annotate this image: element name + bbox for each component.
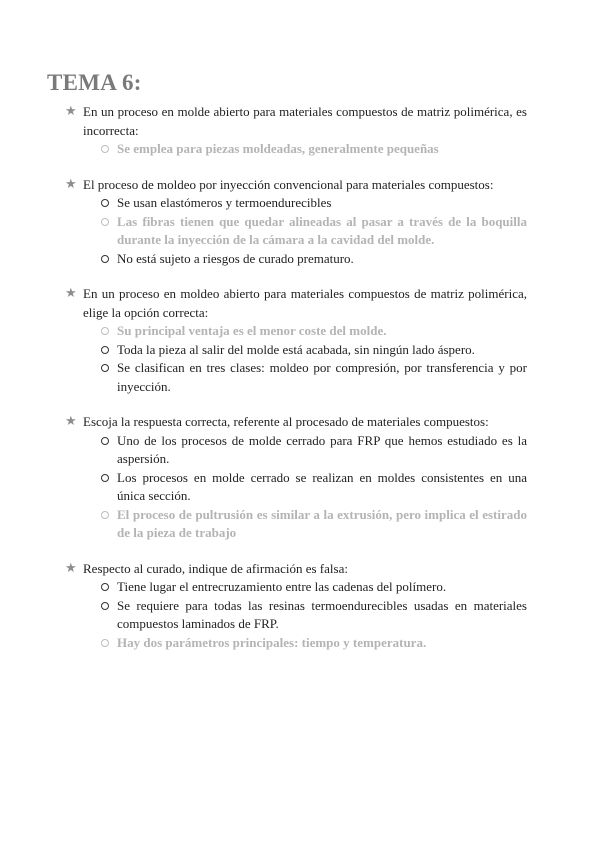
circle-bullet-icon (101, 639, 109, 647)
question-2 (0, 176, 600, 269)
option-correct (117, 322, 527, 341)
circle-bullet-icon (101, 218, 109, 226)
circle-bullet-icon (101, 583, 109, 591)
option (117, 359, 527, 396)
star-icon: ★ (65, 286, 77, 301)
circle-bullet-icon (101, 346, 109, 354)
circle-bullet-icon (101, 327, 109, 335)
option (117, 469, 527, 506)
option (117, 250, 527, 269)
option-label: Las fibras tienen que quedar alineadas al pasar a través de la boquilla durante la inyección de la cámara a la cavidad del molde. (117, 213, 527, 247)
question-label: En un proceso en moldeo abierto para materiales compuestos de matriz polimérica, elige la opción correcta: (83, 286, 527, 320)
option-label: El proceso de pultrusión es similar a la extrusión, pero implica el estirado de la pieza de trabajo (117, 506, 527, 540)
star-icon: ★ (65, 176, 77, 192)
star-icon: ★ (65, 560, 77, 576)
option-label: Se requiere para todas las resinas termoendurecibles usadas en materiales compuestos laminados de FRP. (117, 597, 527, 631)
option-correct (117, 140, 527, 159)
option-correct (117, 506, 527, 543)
question-5 (0, 560, 600, 653)
option-label: Se emplea para piezas moldeadas, generalmente pequeñas (117, 141, 439, 156)
question-4 (0, 413, 600, 543)
circle-bullet-icon (101, 255, 109, 263)
circle-bullet-icon (101, 437, 109, 445)
question-list (0, 103, 600, 669)
option (117, 578, 527, 597)
circle-bullet-icon (101, 364, 109, 372)
option (117, 194, 527, 213)
circle-bullet-icon (101, 511, 109, 519)
question-text (65, 103, 527, 140)
option-list (0, 578, 600, 652)
star-icon: ★ (65, 414, 77, 429)
page-title: TEMA 6: (47, 70, 142, 95)
circle-bullet-icon (101, 199, 109, 207)
star-icon: ★ (65, 104, 77, 119)
option-correct (117, 213, 527, 250)
option-label: Tiene lugar el entrecruzamiento entre las cadenas del polímero. (117, 579, 447, 594)
option (117, 432, 527, 469)
option-label: Hay dos parámetros principales: tiempo y temperatura. (117, 634, 427, 650)
option-list (0, 140, 600, 159)
question-text (65, 413, 527, 432)
question-text (65, 285, 527, 322)
option-label: Uno de los procesos de molde cerrado para FRP que hemos estudiado es la aspersión. (117, 432, 527, 466)
option (117, 341, 527, 360)
question-text (65, 560, 527, 579)
circle-bullet-icon (101, 145, 109, 153)
option-label: Su principal ventaja es el menor coste del molde. (117, 323, 387, 338)
option-label: Los procesos en molde cerrado se realizan en moldes consistentes en una única sección. (117, 469, 527, 503)
question-label: Escoja la respuesta correcta, referente al procesado de materiales compuestos: (83, 414, 489, 429)
question-label: En un proceso en molde abierto para materiales compuestos de matriz polimérica, es incorrecta: (83, 104, 527, 138)
option-label: Se usan elastómeros y termoendurecibles (117, 195, 332, 210)
question-text (65, 176, 527, 195)
option (117, 597, 527, 634)
circle-bullet-icon (101, 474, 109, 482)
question-label: Respecto al curado, indique de afirmación es falsa: (83, 560, 348, 576)
question-3 (0, 285, 600, 396)
option-list (0, 432, 600, 543)
option-label: No está sujeto a riesgos de curado prematuro. (117, 250, 354, 266)
circle-bullet-icon (101, 602, 109, 610)
option-label: Toda la pieza al salir del molde está acabada, sin ningún lado áspero. (117, 341, 475, 357)
question-1 (0, 103, 600, 159)
option-correct (117, 634, 527, 653)
option-label: Se clasifican en tres clases: moldeo por compresión, por transferencia y por inyección. (117, 360, 527, 394)
question-label: El proceso de moldeo por inyección convencional para materiales compuestos: (83, 176, 494, 192)
option-list (0, 194, 600, 268)
option-list (0, 322, 600, 396)
